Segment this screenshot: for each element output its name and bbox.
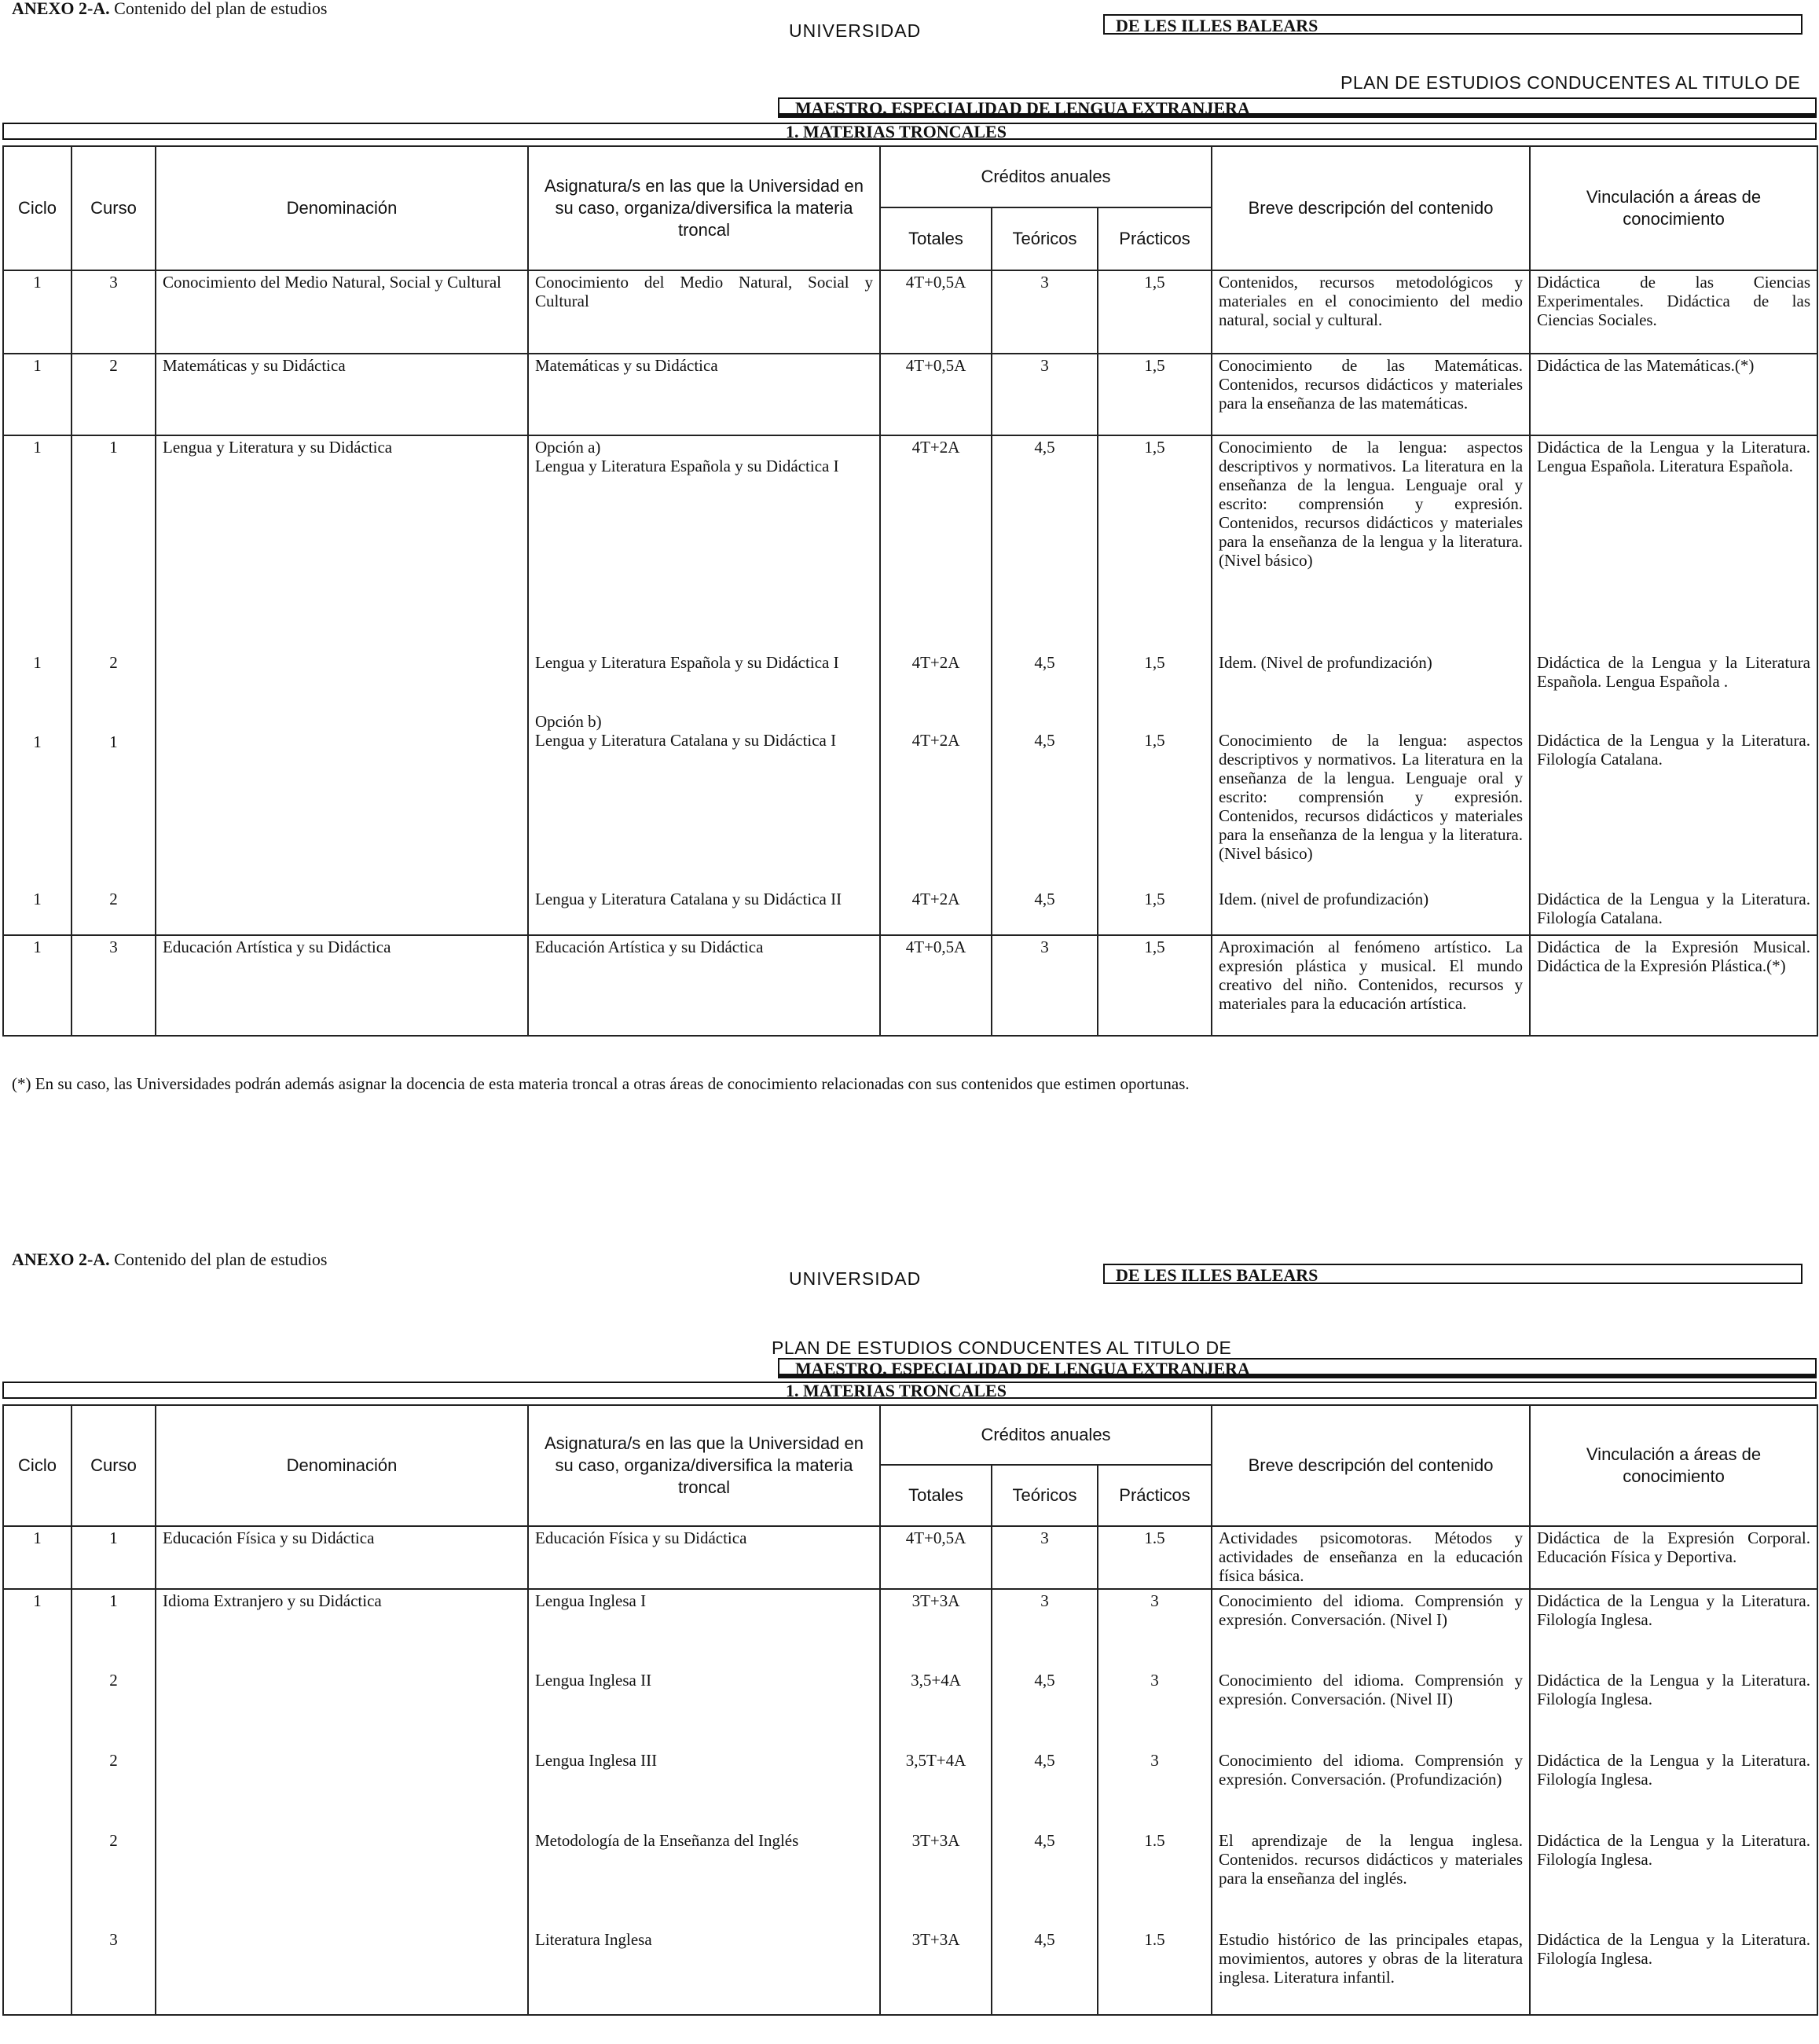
cell-practicos: 3 [1098, 1749, 1212, 1829]
header-descripcion: Breve descripción del contenido [1212, 146, 1530, 270]
materias-bar: 1. MATERIAS TRONCALES [2, 1382, 1817, 1399]
cell-totales: 4T+2A [880, 435, 992, 651]
cell-vinculacion: Didáctica de la Lengua y la Literatura. Filología Inglesa. [1530, 1669, 1817, 1749]
cell-curso: 3 [72, 1928, 156, 2015]
cell-descripcion: Conocimiento de la lengua: aspectos descriptivos y normativos. La literatura en la enseñanza de la lengua. Lenguaje oral y escrito: comprensión y expresión. Contenidos, recursos didácticos y materiales para la enseñanza de la lengua y la literatura. (Nivel básico) [1212, 435, 1530, 651]
header-asignatura: Asignatura/s en las que la Universidad en su caso, organiza/diversifica la materia troncal [528, 146, 880, 270]
cell-ciclo [3, 1669, 72, 1749]
table-row [3, 1526, 1817, 1589]
cell-ciclo: 1 [3, 1526, 72, 1589]
cell-curso: 1 [72, 710, 156, 888]
header-practicos: Prácticos [1098, 207, 1212, 270]
cell-teoricos: 4,5 [992, 1749, 1098, 1829]
cell-asignatura: Matemáticas y su Didáctica [528, 354, 880, 435]
cell-curso: 1 [72, 435, 156, 651]
cell-denominacion [156, 710, 528, 888]
plan-label: PLAN DE ESTUDIOS CONDUCENTES AL TITULO DE [1340, 72, 1801, 93]
cell-asignatura: Educación Artística y su Didáctica [528, 935, 880, 1036]
cell-curso: 3 [72, 270, 156, 354]
cell-descripcion: Estudio histórico de las principales etapas, movimientos, autores y obras de la literatura inglesa. Literatura infantil. [1212, 1928, 1530, 2015]
cell-curso: 2 [72, 1669, 156, 1749]
cell-vinculacion: Didáctica de la Lengua y la Literatura. Filología Catalana. [1530, 710, 1817, 888]
cell-practicos: 1.5 [1098, 1829, 1212, 1928]
cell-ciclo [3, 1928, 72, 2015]
cell-ciclo: 1 [3, 1589, 72, 1669]
header-vinculacion: Vinculación a áreas de conocimiento [1530, 1405, 1817, 1526]
header-vinculacion: Vinculación a áreas de conocimiento [1530, 146, 1817, 270]
cell-descripcion: El aprendizaje de la lengua inglesa. Contenidos. recursos didácticos y materiales para la enseñanza del inglés. [1212, 1829, 1530, 1928]
header-creditos: Créditos anuales [880, 146, 1212, 207]
cell-asignatura: Conocimiento del Medio Natural, Social y Cultural [528, 270, 880, 354]
cell-denominacion [156, 888, 528, 935]
cell-curso: 2 [72, 1749, 156, 1829]
cell-totales: 3T+3A [880, 1589, 992, 1669]
cell-practicos: 1,5 [1098, 354, 1212, 435]
table-row [3, 888, 1817, 935]
universidad-label: UNIVERSIDAD [789, 20, 922, 41]
cell-descripcion: Idem. (nivel de profundización) [1212, 888, 1530, 935]
materias-bar: 1. MATERIAS TRONCALES [2, 123, 1817, 140]
cell-totales: 3T+3A [880, 1829, 992, 1928]
cell-ciclo: 1 [3, 435, 72, 651]
cell-denominacion: Lengua y Literatura y su Didáctica [156, 435, 528, 651]
cell-ciclo: 1 [3, 935, 72, 1036]
cell-ciclo: 1 [3, 888, 72, 935]
cell-teoricos: 3 [992, 354, 1098, 435]
universidad-label: UNIVERSIDAD [789, 1268, 922, 1289]
cell-curso: 2 [72, 651, 156, 710]
cell-totales: 3T+3A [880, 1928, 992, 2015]
cell-denominacion [156, 1669, 528, 1749]
cell-vinculacion: Didáctica de la Lengua y la Literatura Española. Lengua Española . [1530, 651, 1817, 710]
table-row [3, 1928, 1817, 2015]
cell-denominacion [156, 1749, 528, 1829]
table-row [3, 710, 1817, 888]
table-row [3, 1829, 1817, 1928]
cell-totales: 4T+2A [880, 710, 992, 888]
cell-practicos: 3 [1098, 1669, 1212, 1749]
cell-ciclo [3, 1749, 72, 1829]
cell-totales: 4T+0,5A [880, 354, 992, 435]
cell-descripcion: Contenidos, recursos metodológicos y materiales en el conocimiento del medio natural, social y cultural. [1212, 270, 1530, 354]
cell-descripcion: Idem. (Nivel de profundización) [1212, 651, 1530, 710]
cell-vinculacion: Didáctica de la Lengua y la Literatura. Filología Inglesa. [1530, 1829, 1817, 1928]
cell-teoricos: 4,5 [992, 1829, 1098, 1928]
cell-descripcion: Aproximación al fenómeno artístico. La expresión plástica y musical. El mundo creativo del niño. Contenidos, recursos y materiales para la educación artística. [1212, 935, 1530, 1036]
troncales-table-2 [2, 1404, 1818, 2016]
cell-practicos: 3 [1098, 1589, 1212, 1669]
cell-descripcion: Conocimiento del idioma. Comprensión y expresión. Conversación. (Profundización) [1212, 1749, 1530, 1829]
cell-practicos: 1.5 [1098, 1928, 1212, 2015]
cell-totales: 3,5+4A [880, 1669, 992, 1749]
titulo-box: MAESTRO, ESPECIALIDAD DE LENGUA EXTRANJERA [778, 1358, 1817, 1378]
table-row [3, 354, 1817, 435]
table-row [3, 935, 1817, 1036]
cell-teoricos: 4,5 [992, 888, 1098, 935]
cell-teoricos: 3 [992, 270, 1098, 354]
cell-denominacion: Educación Artística y su Didáctica [156, 935, 528, 1036]
cell-teoricos: 4,5 [992, 710, 1098, 888]
cell-denominacion: Conocimiento del Medio Natural, Social y Cultural [156, 270, 528, 354]
footnote: (*) En su caso, las Universidades podrán además asignar la docencia de esta materia troncal a otras áreas de conocimiento relacionadas con sus contenidos que estimen oportunas. [12, 1074, 1190, 1093]
cell-totales: 3,5T+4A [880, 1749, 992, 1829]
table-row [3, 651, 1817, 710]
cell-denominacion: Idioma Extranjero y su Didáctica [156, 1589, 528, 1669]
header-totales: Totales [880, 1465, 992, 1526]
cell-descripcion: Conocimiento de la lengua: aspectos descriptivos y normativos. La literatura en la enseñanza de la lengua. Lenguaje oral y escrito: comprensión y expresión. Contenidos, recursos didácticos y materiales para la enseñanza de la lengua y la literatura. (Nivel básico) [1212, 710, 1530, 888]
header-practicos: Prácticos [1098, 1465, 1212, 1526]
header-creditos: Créditos anuales [880, 1405, 1212, 1465]
cell-denominacion [156, 1928, 528, 2015]
universidad-value: DE LES ILLES BALEARS [1103, 14, 1802, 35]
cell-teoricos: 4,5 [992, 651, 1098, 710]
cell-teoricos: 4,5 [992, 435, 1098, 651]
cell-denominacion: Educación Física y su Didáctica [156, 1526, 528, 1589]
cell-curso: 2 [72, 354, 156, 435]
table-row [3, 1749, 1817, 1829]
cell-descripcion: Conocimiento de las Matemáticas. Contenidos, recursos didácticos y materiales para la enseñanza de las matemáticas. [1212, 354, 1530, 435]
cell-vinculacion: Didáctica de las Matemáticas.(*) [1530, 354, 1817, 435]
table-row [3, 270, 1817, 354]
cell-practicos: 1,5 [1098, 710, 1212, 888]
titulo-box: MAESTRO, ESPECIALIDAD DE LENGUA EXTRANJERA [778, 97, 1817, 118]
cell-curso: 2 [72, 1829, 156, 1928]
cell-teoricos: 3 [992, 1526, 1098, 1589]
header-descripcion: Breve descripción del contenido [1212, 1405, 1530, 1526]
cell-vinculacion: Didáctica de la Lengua y la Literatura. Filología Inglesa. [1530, 1928, 1817, 2015]
cell-ciclo: 1 [3, 651, 72, 710]
cell-practicos: 1,5 [1098, 651, 1212, 710]
cell-practicos: 1.5 [1098, 1526, 1212, 1589]
cell-practicos: 1,5 [1098, 888, 1212, 935]
cell-asignatura: Lengua Inglesa II [528, 1669, 880, 1749]
cell-asignatura: Opción a) Lengua y Literatura Española y su Didáctica I [528, 435, 880, 651]
cell-asignatura: Lengua y Literatura Catalana y su Didáctica II [528, 888, 880, 935]
cell-teoricos: 4,5 [992, 1928, 1098, 2015]
header-curso: Curso [72, 146, 156, 270]
cell-curso: 1 [72, 1526, 156, 1589]
troncales-table-1 [2, 145, 1818, 1037]
header-totales: Totales [880, 207, 992, 270]
cell-totales: 4T+0,5A [880, 935, 992, 1036]
header-teoricos: Teóricos [992, 1465, 1098, 1526]
cell-vinculacion: Didáctica de la Lengua y la Literatura. Filología Inglesa. [1530, 1749, 1817, 1829]
cell-ciclo: 1 [3, 354, 72, 435]
cell-practicos: 1,5 [1098, 435, 1212, 651]
cell-denominacion: Matemáticas y su Didáctica [156, 354, 528, 435]
cell-denominacion [156, 651, 528, 710]
cell-vinculacion: Didáctica de las Ciencias Experimentales. Didáctica de las Ciencias Sociales. [1530, 270, 1817, 354]
cell-ciclo: 1 [3, 710, 72, 888]
header-ciclo: Ciclo [3, 146, 72, 270]
cell-vinculacion: Didáctica de la Lengua y la Literatura. Filología Catalana. [1530, 888, 1817, 935]
plan-label: PLAN DE ESTUDIOS CONDUCENTES AL TITULO DE [772, 1338, 1232, 1358]
anexo-title: ANEXO 2-A. Contenido del plan de estudios [12, 0, 328, 18]
universidad-value: DE LES ILLES BALEARS [1103, 1264, 1802, 1284]
anexo-title: ANEXO 2-A. Contenido del plan de estudios [12, 1250, 328, 1269]
cell-teoricos: 3 [992, 1589, 1098, 1669]
cell-totales: 4T+0,5A [880, 270, 992, 354]
header-curso: Curso [72, 1405, 156, 1526]
cell-totales: 4T+0,5A [880, 1526, 992, 1589]
cell-asignatura: Literatura Inglesa [528, 1928, 880, 2015]
table-row [3, 1589, 1817, 1669]
cell-descripcion: Actividades psicomotoras. Métodos y actividades de enseñanza en la educación física básica. [1212, 1526, 1530, 1589]
table-row [3, 1669, 1817, 1749]
cell-curso: 2 [72, 888, 156, 935]
cell-vinculacion: Didáctica de la Expresión Musical. Didáctica de la Expresión Plástica.(*) [1530, 935, 1817, 1036]
cell-practicos: 1,5 [1098, 270, 1212, 354]
cell-descripcion: Conocimiento del idioma. Comprensión y expresión. Conversación. (Nivel II) [1212, 1669, 1530, 1749]
cell-practicos: 1,5 [1098, 935, 1212, 1036]
cell-asignatura: Lengua y Literatura Española y su Didáctica I [528, 651, 880, 710]
header-denominacion: Denominación [156, 1405, 528, 1526]
cell-ciclo [3, 1829, 72, 1928]
header-ciclo: Ciclo [3, 1405, 72, 1526]
header-denominacion: Denominación [156, 146, 528, 270]
cell-asignatura: Opción b) Lengua y Literatura Catalana y su Didáctica I [528, 710, 880, 888]
table-row [3, 435, 1817, 651]
cell-asignatura: Metodología de la Enseñanza del Inglés [528, 1829, 880, 1928]
cell-ciclo: 1 [3, 270, 72, 354]
cell-asignatura: Lengua Inglesa III [528, 1749, 880, 1829]
cell-teoricos: 4,5 [992, 1669, 1098, 1749]
cell-descripcion: Conocimiento del idioma. Comprensión y expresión. Conversación. (Nivel I) [1212, 1589, 1530, 1669]
header-teoricos: Teóricos [992, 207, 1098, 270]
cell-vinculacion: Didáctica de la Lengua y la Literatura. Filología Inglesa. [1530, 1589, 1817, 1669]
cell-vinculacion: Didáctica de la Lengua y la Literatura. Lengua Española. Literatura Española. [1530, 435, 1817, 651]
cell-totales: 4T+2A [880, 888, 992, 935]
cell-totales: 4T+2A [880, 651, 992, 710]
cell-teoricos: 3 [992, 935, 1098, 1036]
cell-vinculacion: Didáctica de la Expresión Corporal. Educación Física y Deportiva. [1530, 1526, 1817, 1589]
cell-asignatura: Lengua Inglesa I [528, 1589, 880, 1669]
cell-asignatura: Educación Física y su Didáctica [528, 1526, 880, 1589]
cell-denominacion [156, 1829, 528, 1928]
cell-curso: 3 [72, 935, 156, 1036]
header-asignatura: Asignatura/s en las que la Universidad en su caso, organiza/diversifica la materia troncal [528, 1405, 880, 1526]
cell-curso: 1 [72, 1589, 156, 1669]
